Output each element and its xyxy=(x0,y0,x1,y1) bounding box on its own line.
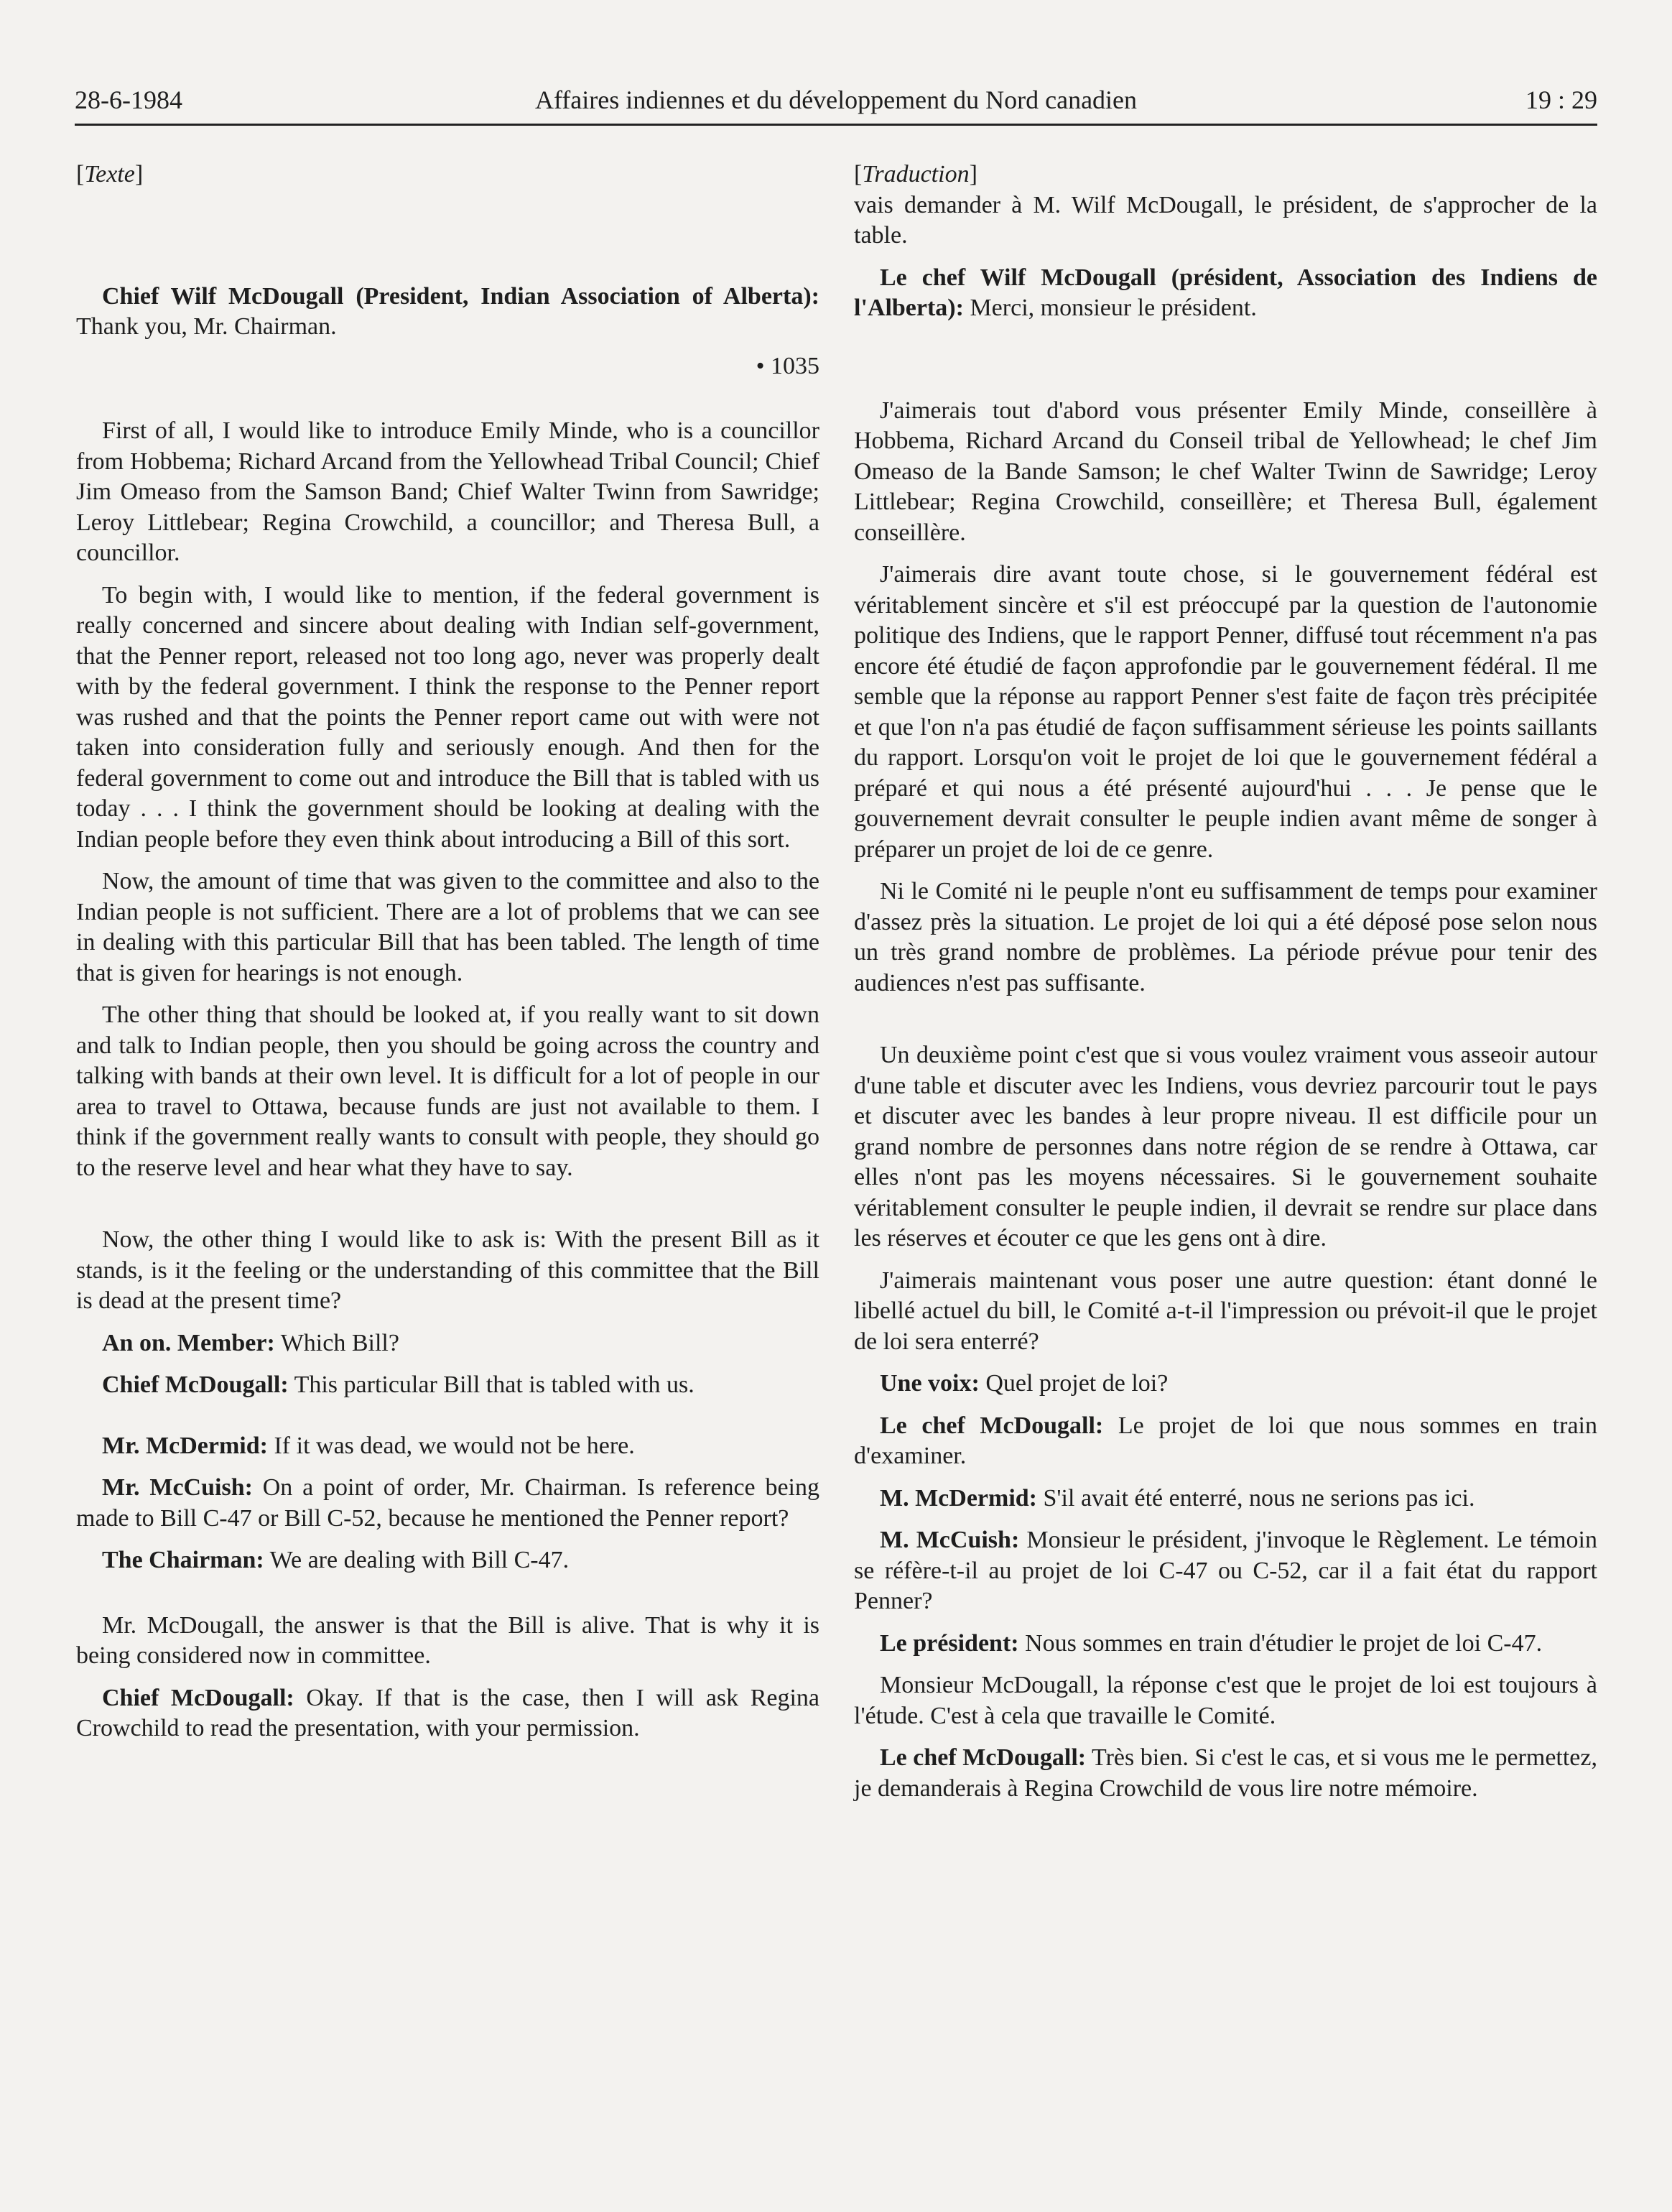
speaker-name: Chief McDougall: xyxy=(102,1684,294,1711)
speech-paragraph: J'aimerais tout d'abord vous présenter Emily Minde, conseillère à Hobbema, Richard Arcand du Conseil tribal de Yellowhead; le chef Jim Omeaso de la Bande Samson; le chef Walter Twinn de Sawridge; Leroy Littlebear; Regina Crowchild, conseillère; et Theresa Bull, également conseillère. xyxy=(854,397,1597,546)
speech-paragraph: The other thing that should be looked at, if you really want to sit down and talk to Indian people, then you should be going across the country and talking with bands at their own level. It is difficult for a lot of people in our area to travel to Ottawa, because funds are just not available to them. I think if the government really wants to consult with people, they should go to the reserve level and hear what they have to say. xyxy=(76,1001,819,1181)
speech-paragraph: Le chef McDougall: Le projet de loi que nous sommes en train d'examiner. xyxy=(854,1412,1597,1469)
speech-paragraph: Un deuxième point c'est que si vous voulez vraiment vous asseoir autour d'une table et discuter avec les Indiens, vous devriez parcourir tout le pays et discuter avec les bandes à leur propre niveau. Il est difficile pour un grand nombre de personnes dans notre région de se rendre à Ottawa, car elles n'ont pas les moyens nécessaires. Si le gouvernement souhaite véritablement consulter le peuple indien, il devrait se rendre sur place dans les réserves et écouter ce que les gens ont à dire. xyxy=(854,1042,1597,1251)
speech-paragraph: Mr. McDermid: If it was dead, we would not be here. xyxy=(102,1432,635,1459)
speaker-name: The Chairman: xyxy=(102,1547,264,1573)
speaker-name: M. McDermid: xyxy=(880,1484,1038,1512)
speech-paragraph: Une voix: Quel projet de loi? xyxy=(880,1370,1169,1397)
speech-paragraph: First of all, I would like to introduce Emily Minde, who is a councillor from Hobbema; Richard Arcand from the Yellowhead Tribal Council; Chief Jim Omeaso from the Samson Band; Chief Walter Twinn from Sawridge; Leroy Littlebear; Regina Crowchild, a councillor; and Theresa Bull, a councillor. xyxy=(76,417,819,566)
speech-paragraph: Le chef Wilf McDougall (président, Association des Indiens de l'Alberta): Merci, monsieur le président. xyxy=(854,264,1597,321)
speech-paragraph: Chief McDougall: Okay. If that is the case, then I will ask Regina Crowchild to read the presentation, with your permission. xyxy=(76,1684,820,1741)
speech-paragraph: vais demander à M. Wilf McDougall, le président, de s'approcher de la table. xyxy=(854,191,1597,249)
speaker-name: Le chef Wilf McDougall (président, Association des Indiens de l'Alberta): xyxy=(854,264,1597,321)
speaker-name: Mr. McDermid: xyxy=(102,1432,268,1459)
speech-paragraph: M. McDermid: S'il avait été enterré, nous ne serions pas ici. xyxy=(880,1484,1475,1512)
speech-paragraph: Chief McDougall: This particular Bill that is tabled with us. xyxy=(102,1371,695,1398)
speaker-name: An on. Member: xyxy=(102,1329,275,1356)
speech-paragraph: Mr. McDougall, the answer is that the Bill is alive. That is why it is being considered now in committee. xyxy=(76,1611,819,1669)
speaker-name: Mr. McCuish: xyxy=(102,1474,253,1501)
speaker-name: Chief McDougall: xyxy=(102,1371,289,1398)
speaker-name: Le chef McDougall: xyxy=(880,1744,1087,1771)
speech-paragraph: Le chef McDougall: Très bien. Si c'est le cas, et si vous me le permettez, je demanderais à Regina Crowchild de vous lire notre mémoire. xyxy=(854,1744,1597,1802)
speech-paragraph: Ni le Comité ni le peuple n'ont eu suffisamment de temps pour examiner d'assez près la situation. Le projet de loi qui a été déposé pose selon nous un très grand nombre de problèmes. La période prévue pour tenir des audiences n'est pas suffisante. xyxy=(854,878,1597,996)
speech-paragraph: Now, the other thing I would like to ask is: With the present Bill as it stands, is it the feeling or the understanding of this committee that the Bill is dead at the present time? xyxy=(76,1226,819,1314)
speech-paragraph: Chief Wilf McDougall (President, Indian Association of Alberta): Thank you, Mr. Chairman. xyxy=(76,282,819,340)
language-label: [Texte] xyxy=(76,161,144,188)
time-marker: • 1035 xyxy=(756,352,819,379)
language-label: [Traduction] xyxy=(854,161,977,188)
speaker-name: Une voix: xyxy=(880,1370,980,1397)
header-rule xyxy=(75,124,1597,126)
speech-paragraph: Monsieur McDougall, la réponse c'est que le projet de loi est toujours à l'étude. C'est à cela que travaille le Comité. xyxy=(854,1672,1597,1729)
speaker-name: M. McCuish: xyxy=(880,1527,1020,1553)
speech-paragraph: Mr. McCuish: On a point of order, Mr. Chairman. Is reference being made to Bill C-47 or Bill C-52, because he mentioned the Penner report? xyxy=(76,1474,819,1532)
speech-paragraph: An on. Member: Which Bill? xyxy=(102,1329,399,1356)
speech-paragraph: Le président: Nous sommes en train d'étudier le projet de loi C-47. xyxy=(880,1629,1543,1657)
page-number: 19 : 29 xyxy=(1525,85,1597,114)
speech-paragraph: To begin with, I would like to mention, if the federal government is really concerned and sincere about dealing with Indian self-government, that the Penner report, released not too long ago, never was properly dealt with by the federal government. I think the response to the Penner report was rushed and that the points the Penner report came out with were not taken into consideration fully and seriously enough. And then for the federal government to come out and introduce the Bill that is tabled with us today . . . I think the government should be looking at dealing with the Indian people before they even think about introducing a Bill of this sort. xyxy=(76,581,819,853)
speech-paragraph: M. McCuish: Monsieur le président, j'invoque le Règlement. Le témoin se réfère-t-il au projet de loi C-47 ou C-52, car il a fait état du rapport Penner? xyxy=(854,1527,1597,1614)
speaker-name: Le président: xyxy=(880,1629,1019,1657)
speech-paragraph: Now, the amount of time that was given to the committee and also to the Indian people is not sufficient. There are a lot of problems that we can see in dealing with this particular Bill that has been tabled. The length of time that is given for hearings is not enough. xyxy=(76,868,819,986)
french-column xyxy=(854,159,1597,1804)
header-title: Affaires indiennes et du développement du Nord canadien xyxy=(534,85,1138,114)
speech-paragraph: The Chairman: We are dealing with Bill C-47. xyxy=(102,1547,570,1573)
speaker-name: Chief Wilf McDougall (President, Indian Association of Alberta): xyxy=(102,282,819,310)
header-date: 28-6-1984 xyxy=(75,85,182,114)
speech-paragraph: J'aimerais maintenant vous poser une autre question: étant donné le libellé actuel du bill, le Comité a-t-il l'impression ou prévoit-il que le projet de loi sera enterré? xyxy=(854,1267,1597,1355)
english-column xyxy=(76,159,819,1744)
speech-paragraph: J'aimerais dire avant toute chose, si le gouvernement fédéral est véritablement sincère et s'il est préoccupé par la question de l'autonomie politique des Indiens, que le rapport Penner, diffusé tout récemment n'a pas encore été étudié de façon approfondie par le gouvernement fédéral. Il me semble que la réponse au rapport Penner s'est faite de façon très précipitée et que l'on n'a pas étudié de façon suffisamment sérieuse les points saillants du rapport. Lorsqu'on voit le projet de loi que le gouvernement fédéral a préparé et qui nous a été présenté aujourd'hui . . . Je pense que le gouvernement devrait consulter le peuple indien avant même de songer à préparer un projet de loi de ce genre. xyxy=(854,561,1597,863)
speaker-name: Le chef McDougall: xyxy=(880,1412,1104,1439)
running-header xyxy=(75,85,1597,125)
